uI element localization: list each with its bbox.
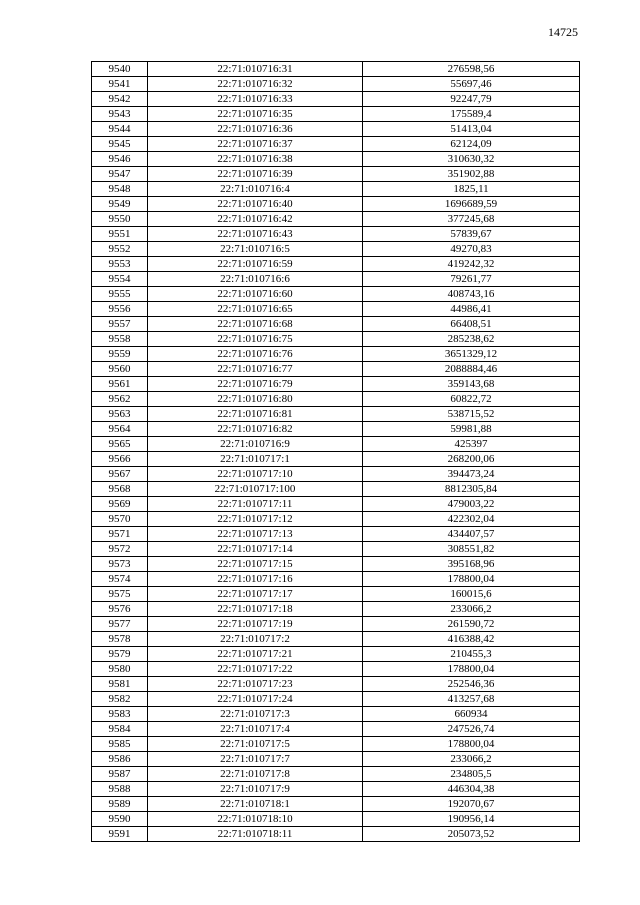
cadastral-number-cell: 22:71:010717:15 [148, 557, 363, 572]
table-row [92, 137, 580, 152]
table-row [92, 62, 580, 77]
table-row [92, 482, 580, 497]
cadastral-value-cell: 175589,4 [363, 107, 580, 122]
table-row [92, 812, 580, 827]
table-row [92, 332, 580, 347]
cadastral-value-cell: 434407,57 [363, 527, 580, 542]
cadastral-number-cell: 22:71:010717:4 [148, 722, 363, 737]
row-number-cell: 9541 [92, 77, 148, 92]
table-row [92, 512, 580, 527]
table-row [92, 227, 580, 242]
table-row [92, 542, 580, 557]
table-row [92, 587, 580, 602]
cadastral-value-cell: 660934 [363, 707, 580, 722]
cadastral-number-cell: 22:71:010717:18 [148, 602, 363, 617]
cadastral-value-cell: 62124,09 [363, 137, 580, 152]
cadastral-number-cell: 22:71:010718:1 [148, 797, 363, 812]
cadastral-value-cell: 310630,32 [363, 152, 580, 167]
cadastral-number-cell: 22:71:010716:38 [148, 152, 363, 167]
table-row [92, 722, 580, 737]
row-number-cell: 9574 [92, 572, 148, 587]
cadastral-number-cell: 22:71:010717:10 [148, 467, 363, 482]
row-number-cell: 9562 [92, 392, 148, 407]
cadastral-value-cell: 247526,74 [363, 722, 580, 737]
cadastral-number-cell: 22:71:010717:12 [148, 512, 363, 527]
table-row [92, 122, 580, 137]
row-number-cell: 9581 [92, 677, 148, 692]
cadastral-number-cell: 22:71:010717:9 [148, 782, 363, 797]
row-number-cell: 9570 [92, 512, 148, 527]
table-row [92, 707, 580, 722]
cadastral-value-cell: 44986,41 [363, 302, 580, 317]
row-number-cell: 9547 [92, 167, 148, 182]
cadastral-value-cell: 2088884,46 [363, 362, 580, 377]
table-row [92, 92, 580, 107]
row-number-cell: 9566 [92, 452, 148, 467]
page-number: 14725 [548, 25, 578, 39]
table-row [92, 152, 580, 167]
row-number-cell: 9585 [92, 737, 148, 752]
table-row [92, 767, 580, 782]
table-row [92, 197, 580, 212]
cadastral-value-cell: 419242,32 [363, 257, 580, 272]
cadastral-number-cell: 22:71:010717:7 [148, 752, 363, 767]
row-number-cell: 9587 [92, 767, 148, 782]
table-row [92, 557, 580, 572]
row-number-cell: 9573 [92, 557, 148, 572]
row-number-cell: 9560 [92, 362, 148, 377]
row-number-cell: 9549 [92, 197, 148, 212]
cadastral-value-cell: 57839,67 [363, 227, 580, 242]
table-row [92, 422, 580, 437]
table-row [92, 827, 580, 842]
cadastral-value-cell: 394473,24 [363, 467, 580, 482]
row-number-cell: 9576 [92, 602, 148, 617]
row-number-cell: 9563 [92, 407, 148, 422]
table-row [92, 737, 580, 752]
row-number-cell: 9552 [92, 242, 148, 257]
table-row [92, 362, 580, 377]
cadastral-value-cell: 425397 [363, 437, 580, 452]
cadastral-number-cell: 22:71:010716:35 [148, 107, 363, 122]
row-number-cell: 9572 [92, 542, 148, 557]
table-row [92, 617, 580, 632]
cadastral-number-cell: 22:71:010716:75 [148, 332, 363, 347]
row-number-cell: 9577 [92, 617, 148, 632]
cadastral-value-cell: 252546,36 [363, 677, 580, 692]
cadastral-number-cell: 22:71:010717:22 [148, 662, 363, 677]
cadastral-value-cell: 261590,72 [363, 617, 580, 632]
cadastral-number-cell: 22:71:010716:76 [148, 347, 363, 362]
row-number-cell: 9554 [92, 272, 148, 287]
cadastral-number-cell: 22:71:010718:11 [148, 827, 363, 842]
table-body [92, 62, 580, 842]
cadastral-number-cell: 22:71:010717:21 [148, 647, 363, 662]
cadastral-value-cell: 160015,6 [363, 587, 580, 602]
cadastral-value-cell: 446304,38 [363, 782, 580, 797]
cadastral-value-cell: 178800,04 [363, 662, 580, 677]
cadastral-number-cell: 22:71:010717:8 [148, 767, 363, 782]
cadastral-value-cell: 233066,2 [363, 752, 580, 767]
table-row [92, 647, 580, 662]
row-number-cell: 9550 [92, 212, 148, 227]
cadastral-value-cell: 359143,68 [363, 377, 580, 392]
cadastral-number-cell: 22:71:010716:37 [148, 137, 363, 152]
row-number-cell: 9567 [92, 467, 148, 482]
cadastral-number-cell: 22:71:010716:59 [148, 257, 363, 272]
row-number-cell: 9558 [92, 332, 148, 347]
cadastral-number-cell: 22:71:010716:60 [148, 287, 363, 302]
cadastral-number-cell: 22:71:010717:1 [148, 452, 363, 467]
row-number-cell: 9557 [92, 317, 148, 332]
cadastral-number-cell: 22:71:010716:32 [148, 77, 363, 92]
cadastral-value-cell: 178800,04 [363, 572, 580, 587]
table-row [92, 572, 580, 587]
table-row [92, 272, 580, 287]
cadastral-number-cell: 22:71:010717:3 [148, 707, 363, 722]
row-number-cell: 9551 [92, 227, 148, 242]
cadastral-number-cell: 22:71:010717:11 [148, 497, 363, 512]
cadastral-number-cell: 22:71:010717:2 [148, 632, 363, 647]
cadastral-value-cell: 205073,52 [363, 827, 580, 842]
row-number-cell: 9556 [92, 302, 148, 317]
cadastral-value-cell: 59981,88 [363, 422, 580, 437]
cadastral-number-cell: 22:71:010716:79 [148, 377, 363, 392]
cadastral-number-cell: 22:71:010716:65 [148, 302, 363, 317]
cadastral-value-cell: 79261,77 [363, 272, 580, 287]
cadastral-value-cell: 416388,42 [363, 632, 580, 647]
cadastral-value-cell: 234805,5 [363, 767, 580, 782]
cadastral-value-cell: 413257,68 [363, 692, 580, 707]
cadastral-number-cell: 22:71:010717:5 [148, 737, 363, 752]
row-number-cell: 9580 [92, 662, 148, 677]
table-row [92, 77, 580, 92]
cadastral-value-cell: 276598,56 [363, 62, 580, 77]
cadastral-value-cell: 422302,04 [363, 512, 580, 527]
cadastral-value-cell: 60822,72 [363, 392, 580, 407]
cadastral-number-cell: 22:71:010716:31 [148, 62, 363, 77]
row-number-cell: 9564 [92, 422, 148, 437]
row-number-cell: 9583 [92, 707, 148, 722]
row-number-cell: 9575 [92, 587, 148, 602]
cadastral-number-cell: 22:71:010717:100 [148, 482, 363, 497]
cadastral-value-cell: 538715,52 [363, 407, 580, 422]
cadastral-value-cell: 210455,3 [363, 647, 580, 662]
table-row [92, 782, 580, 797]
row-number-cell: 9540 [92, 62, 148, 77]
row-number-cell: 9546 [92, 152, 148, 167]
cadastral-value-cell: 8812305,84 [363, 482, 580, 497]
table-row [92, 452, 580, 467]
cadastral-number-cell: 22:71:010716:77 [148, 362, 363, 377]
cadastral-value-cell: 178800,04 [363, 737, 580, 752]
cadastral-value-cell: 66408,51 [363, 317, 580, 332]
row-number-cell: 9591 [92, 827, 148, 842]
table-row [92, 377, 580, 392]
row-number-cell: 9559 [92, 347, 148, 362]
table-row [92, 497, 580, 512]
cadastral-number-cell: 22:71:010716:68 [148, 317, 363, 332]
cadastral-value-cell: 192070,67 [363, 797, 580, 812]
table-row [92, 437, 580, 452]
cadastral-number-cell: 22:71:010716:9 [148, 437, 363, 452]
table-row [92, 347, 580, 362]
table-row [92, 302, 580, 317]
cadastral-number-cell: 22:71:010717:13 [148, 527, 363, 542]
table-row [92, 467, 580, 482]
table-row [92, 167, 580, 182]
cadastral-value-cell: 3651329,12 [363, 347, 580, 362]
table-row [92, 107, 580, 122]
cadastral-number-cell: 22:71:010717:19 [148, 617, 363, 632]
table-row [92, 692, 580, 707]
cadastral-value-cell: 51413,04 [363, 122, 580, 137]
cadastral-number-cell: 22:71:010716:4 [148, 182, 363, 197]
table-row [92, 407, 580, 422]
row-number-cell: 9565 [92, 437, 148, 452]
cadastral-value-cell: 408743,16 [363, 287, 580, 302]
cadastral-value-cell: 285238,62 [363, 332, 580, 347]
table-row [92, 212, 580, 227]
cadastral-value-cell: 308551,82 [363, 542, 580, 557]
cadastral-value-cell: 233066,2 [363, 602, 580, 617]
table-row [92, 392, 580, 407]
cadastral-value-cell: 479003,22 [363, 497, 580, 512]
cadastral-value-cell: 351902,88 [363, 167, 580, 182]
row-number-cell: 9589 [92, 797, 148, 812]
cadastral-value-cell: 92247,79 [363, 92, 580, 107]
cadastral-number-cell: 22:71:010716:80 [148, 392, 363, 407]
cadastral-number-cell: 22:71:010717:14 [148, 542, 363, 557]
row-number-cell: 9582 [92, 692, 148, 707]
row-number-cell: 9571 [92, 527, 148, 542]
cadastral-value-cell: 395168,96 [363, 557, 580, 572]
cadastral-number-cell: 22:71:010718:10 [148, 812, 363, 827]
row-number-cell: 9542 [92, 92, 148, 107]
row-number-cell: 9543 [92, 107, 148, 122]
row-number-cell: 9584 [92, 722, 148, 737]
cadastral-value-table [91, 61, 580, 842]
row-number-cell: 9579 [92, 647, 148, 662]
cadastral-number-cell: 22:71:010717:23 [148, 677, 363, 692]
cadastral-number-cell: 22:71:010717:17 [148, 587, 363, 602]
row-number-cell: 9561 [92, 377, 148, 392]
cadastral-number-cell: 22:71:010716:40 [148, 197, 363, 212]
cadastral-value-cell: 377245,68 [363, 212, 580, 227]
cadastral-number-cell: 22:71:010716:36 [148, 122, 363, 137]
table-row [92, 632, 580, 647]
row-number-cell: 9569 [92, 497, 148, 512]
cadastral-value-cell: 268200,06 [363, 452, 580, 467]
cadastral-number-cell: 22:71:010716:42 [148, 212, 363, 227]
table-row [92, 527, 580, 542]
cadastral-number-cell: 22:71:010716:6 [148, 272, 363, 287]
table-row [92, 797, 580, 812]
row-number-cell: 9590 [92, 812, 148, 827]
cadastral-number-cell: 22:71:010716:39 [148, 167, 363, 182]
cadastral-number-cell: 22:71:010716:82 [148, 422, 363, 437]
cadastral-number-cell: 22:71:010716:5 [148, 242, 363, 257]
row-number-cell: 9555 [92, 287, 148, 302]
cadastral-number-cell: 22:71:010717:24 [148, 692, 363, 707]
table-row [92, 317, 580, 332]
cadastral-value-cell: 49270,83 [363, 242, 580, 257]
row-number-cell: 9588 [92, 782, 148, 797]
cadastral-value-cell: 1696689,59 [363, 197, 580, 212]
cadastral-number-cell: 22:71:010716:33 [148, 92, 363, 107]
cadastral-value-cell: 55697,46 [363, 77, 580, 92]
row-number-cell: 9553 [92, 257, 148, 272]
row-number-cell: 9544 [92, 122, 148, 137]
cadastral-value-cell: 190956,14 [363, 812, 580, 827]
table-row [92, 182, 580, 197]
cadastral-number-cell: 22:71:010716:81 [148, 407, 363, 422]
table-row [92, 602, 580, 617]
cadastral-value-cell: 1825,11 [363, 182, 580, 197]
table-row [92, 677, 580, 692]
cadastral-number-cell: 22:71:010716:43 [148, 227, 363, 242]
table-row [92, 662, 580, 677]
row-number-cell: 9568 [92, 482, 148, 497]
row-number-cell: 9578 [92, 632, 148, 647]
cadastral-number-cell: 22:71:010717:16 [148, 572, 363, 587]
row-number-cell: 9548 [92, 182, 148, 197]
table-row [92, 752, 580, 767]
row-number-cell: 9545 [92, 137, 148, 152]
table-row [92, 257, 580, 272]
table-row [92, 242, 580, 257]
row-number-cell: 9586 [92, 752, 148, 767]
table-row [92, 287, 580, 302]
